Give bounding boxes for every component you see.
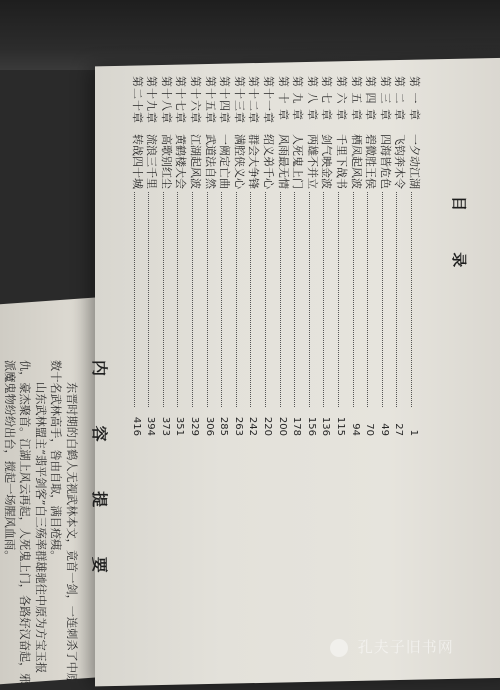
toc-leader-dots (411, 192, 412, 407)
toc-entry (175, 76, 190, 436)
toc-chapter: 第 十 章 (276, 76, 290, 121)
toc-page-number: 351 (174, 416, 186, 436)
toc-leader-dots (148, 192, 149, 407)
toc-entry-title: 栖凤起风波 (349, 134, 363, 189)
toc-chapter: 第 一 章 (408, 76, 421, 121)
toc-page-number: 115 (335, 416, 347, 436)
toc-entry (277, 76, 292, 436)
toc-list (131, 76, 423, 436)
watermark-text: 孔夫子旧书网 (357, 638, 454, 656)
toc-entry-title: 一阙定亡曲 (218, 134, 232, 189)
toc-entry-title: 一夕动江湖 (408, 134, 421, 189)
toc-leader-dots (338, 192, 339, 407)
toc-chapter: 第十九章 (145, 76, 159, 124)
table-of-contents (131, 76, 470, 436)
toc-entry-title: 江湖起风波 (189, 134, 203, 189)
toc-chapter: 第 八 章 (305, 76, 319, 121)
toc-page-number: 136 (320, 416, 332, 436)
toc-page-number: 242 (247, 416, 259, 436)
toc-chapter: 第 三 章 (378, 76, 392, 121)
toc-page-number: 285 (218, 416, 230, 436)
toc-entry (160, 76, 175, 436)
toc-entry-title: 绍义弟千心 (262, 134, 276, 189)
toc-entry-title: 四海皆危色 (378, 134, 392, 189)
toc-entry-title: 飞钩奔木令 (393, 134, 407, 189)
toc-page-number: 416 (130, 416, 142, 436)
synopsis-paragraph: 山东武林盟主“翡平剑客”白三殇率群雄驰往中原为方宝玉报仇，豪杰聚首。江湖上风云再起，人死鬼上门，各路好汉奋起，邪派魔鬼物纷纷出台，搅起一场腥风血雨。 (3, 360, 47, 685)
toc-entry (190, 76, 205, 436)
toc-entry (146, 76, 161, 436)
toc-page-number: 49 (378, 423, 390, 436)
synopsis (0, 360, 112, 690)
toc-page-number: 94 (349, 423, 361, 436)
toc-entry (131, 76, 146, 436)
toc-entry (219, 76, 234, 436)
toc-chapter: 第 六 章 (335, 76, 349, 121)
toc-entry (394, 76, 409, 436)
toc-entry-title: 群会大争锋 (247, 134, 261, 189)
toc-chapter: 第十一章 (262, 76, 276, 124)
toc-leader-dots (280, 192, 281, 407)
toc-entry-title: 满腔侠义心 (232, 134, 246, 189)
toc-entry-title: 两雄不并立 (305, 134, 319, 189)
toc-entry (365, 76, 380, 436)
toc-chapter: 第 二 章 (393, 76, 407, 121)
toc-entry-title: 千里下战书 (335, 134, 349, 189)
toc-chapter: 第十七章 (174, 76, 188, 124)
toc-page-number: 263 (232, 416, 244, 436)
toc-chapter: 第十四章 (218, 76, 232, 124)
toc-entry (248, 76, 263, 436)
toc-entry-title: 流浪三千里 (145, 134, 159, 189)
toc-chapter: 第 七 章 (320, 76, 334, 121)
toc-entry (350, 76, 365, 436)
toc-page-number: 156 (305, 416, 317, 436)
toc-page-number: 373 (159, 416, 171, 436)
toc-entry-title: 碧微胜王侯 (364, 134, 378, 189)
toc-entry-title: 剑气映金波 (320, 134, 334, 189)
toc-page-number: 27 (393, 423, 405, 436)
toc-leader-dots (265, 192, 266, 407)
toc-chapter: 第 九 章 (291, 76, 305, 121)
toc-leader-dots (134, 192, 135, 407)
toc-entry-title: 人死鬼上门 (291, 134, 305, 189)
toc-leader-dots (294, 192, 295, 407)
toc-leader-dots (250, 192, 251, 407)
toc-page-number: 220 (262, 416, 274, 436)
toc-chapter: 第十六章 (189, 76, 203, 124)
synopsis-body (0, 360, 79, 690)
toc-entry-title: 风雨最无情 (276, 134, 290, 189)
toc-leader-dots (323, 192, 324, 407)
toc-entry (262, 76, 277, 436)
toc-entry-title: 高歌别红尘 (159, 134, 173, 189)
toc-chapter: 第十二章 (247, 76, 261, 124)
toc-leader-dots (396, 192, 397, 407)
toc-entry (379, 76, 394, 436)
toc-page-number: 329 (189, 416, 201, 436)
toc-page-number: 70 (364, 423, 376, 436)
toc-leader-dots (192, 192, 193, 407)
toc-entry (233, 76, 248, 436)
toc-entry (204, 76, 219, 436)
toc-page-number: 200 (276, 416, 288, 436)
synopsis-paragraph: 东晋时期的白鹤人无视武林本文，竟首一剑，一连刺杀了中原数十名武林高手，咎由自取，满目疮痍。 (49, 360, 78, 685)
toc-page-number: 178 (291, 416, 303, 436)
toc-chapter: 第 四 章 (364, 76, 378, 121)
toc-leader-dots (353, 192, 354, 407)
watermark-logo-icon (330, 639, 348, 657)
toc-entry-title: 黄鹤楼大会 (174, 134, 188, 189)
toc-entry-title: 转战四十城 (130, 134, 144, 189)
synopsis-title: 内 容 提 要 (90, 360, 109, 595)
toc-entry (292, 76, 307, 436)
toc-chapter: 第十三章 (232, 76, 246, 124)
toc-leader-dots (367, 192, 368, 407)
toc-leader-dots (382, 192, 383, 407)
toc-page-number: 306 (203, 416, 215, 436)
toc-chapter: 第二十章 (130, 76, 144, 124)
toc-entry (408, 76, 423, 436)
toc-leader-dots (207, 192, 208, 407)
toc-entry (306, 76, 321, 436)
toc-page-number: 1 (408, 429, 419, 436)
toc-chapter: 第 五 章 (349, 76, 363, 121)
toc-entry (321, 76, 336, 436)
toc-leader-dots (309, 192, 310, 407)
toc-leader-dots (236, 192, 237, 407)
toc-entry (335, 76, 350, 436)
toc-page-number: 394 (145, 416, 157, 436)
toc-leader-dots (178, 192, 179, 407)
watermark (330, 636, 454, 657)
toc-title: 目 录 (450, 196, 468, 286)
toc-leader-dots (163, 192, 164, 407)
toc-chapter: 第十五章 (203, 76, 217, 124)
toc-leader-dots (221, 192, 222, 407)
toc-chapter: 第十八章 (159, 76, 173, 124)
toc-entry-title: 武道法自然 (203, 134, 217, 189)
